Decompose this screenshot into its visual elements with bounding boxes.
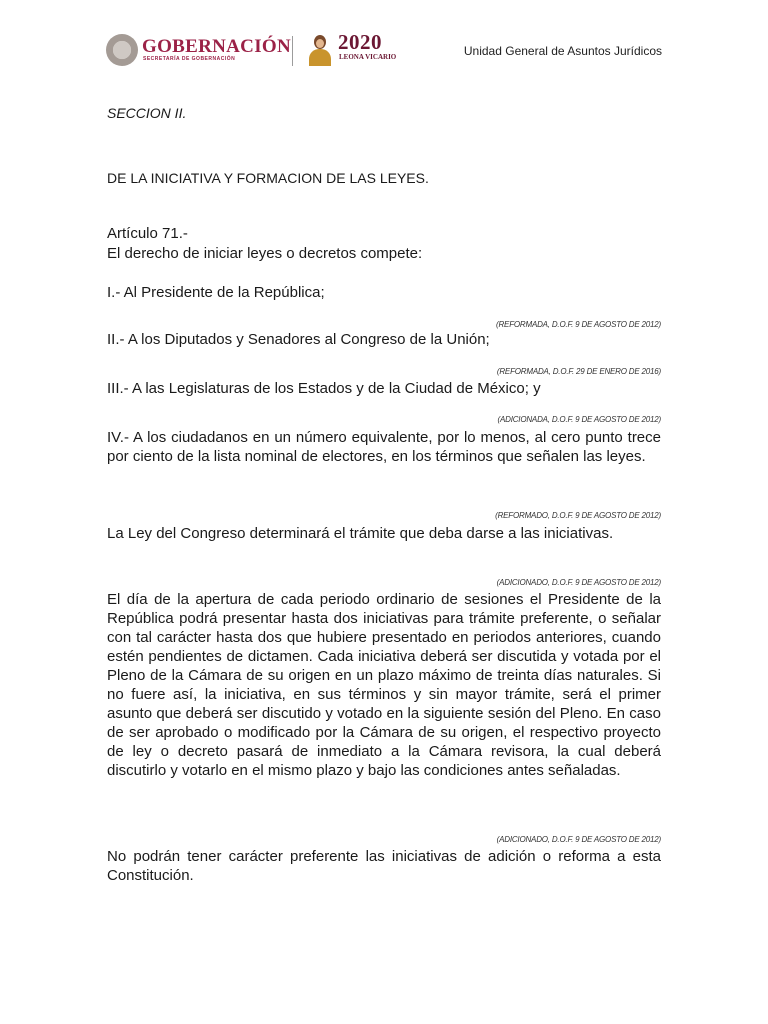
- section-number: SECCION II.: [107, 105, 187, 121]
- fraction-iv: IV.- A los ciudadanos en un número equivalente, por lo menos, al cero punto trece por ciento de la lista nominal de electores, en los términos que señalen las leyes.: [107, 429, 661, 465]
- reform-note: (ADICIONADO, D.O.F. 9 DE AGOSTO DE 2012): [496, 835, 661, 844]
- fraction-iii: III.- A las Legislaturas de los Estados y de la Ciudad de México; y: [107, 380, 541, 397]
- reform-note: (ADICIONADA, D.O.F. 9 DE AGOSTO DE 2012): [497, 415, 661, 424]
- national-seal-icon: [106, 34, 138, 66]
- gobernacion-logo: [106, 34, 291, 68]
- leona-vicario-portrait-icon: [304, 32, 336, 66]
- reform-note: (REFORMADA, D.O.F. 9 DE AGOSTO DE 2012): [496, 320, 661, 329]
- agency-subtitle: SECRETARÍA DE GOBERNACIÓN: [143, 56, 236, 62]
- logo-divider: [292, 36, 293, 66]
- agency-name: GOBERNACIÓN: [142, 36, 291, 57]
- reform-note: (REFORMADO, D.O.F. 9 DE AGOSTO DE 2012): [495, 511, 661, 520]
- leona-vicario-2020-logo: [304, 32, 396, 68]
- unit-title: Unidad General de Asuntos Jurídicos: [463, 44, 662, 58]
- paragraph-congress-law: La Ley del Congreso determinará el trámite que deba darse a las iniciativas.: [107, 525, 614, 542]
- reform-note: (REFORMADA, D.O.F. 29 DE ENERO DE 2016): [496, 367, 661, 376]
- article-intro: El derecho de iniciar leyes o decretos compete:: [107, 245, 423, 262]
- reform-note: (ADICIONADO, D.O.F. 9 DE AGOSTO DE 2012): [496, 578, 661, 587]
- article-heading: Artículo 71.-: [107, 225, 188, 242]
- section-title: DE LA INICIATIVA Y FORMACION DE LAS LEYES.: [107, 170, 429, 186]
- year-logo: 2020: [338, 30, 382, 54]
- paragraph-preferential-initiatives: El día de la apertura de cada periodo ordinario de sesiones el Presidente de la República podrá presentar hasta dos iniciativas para trámite preferente, o señalar con tal carácter hasta dos que hubiere presentado en periodos anteriores, cuando estén pendientes de dictamen. Cada iniciativa deberá ser discutida y votada por el Pleno de la Cámara de su origen en un plazo máximo de treinta días naturales. Si no fuere así, la iniciativa, en sus términos y sin mayor trámite, será el primer asunto que deberá ser discutido y votado en la siguiente sesión del Pleno. En caso de ser aprobado o modificado por la Cámara de su origen, el respectivo proyecto de ley o decreto pasará de inmediato a la Cámara revisora, la cual deberá discutirlo y votarlo en el mismo plazo y bajo las condiciones antes señaladas.: [107, 591, 661, 779]
- page-header: [0, 0, 768, 90]
- paragraph-constitution-exception: No podrán tener carácter preferente las iniciativas de adición o reforma a esta Constitución.: [107, 848, 661, 884]
- year-logo-subtitle: LEONA VICARIO: [339, 53, 397, 61]
- fraction-ii: II.- A los Diputados y Senadores al Congreso de la Unión;: [107, 331, 490, 348]
- fraction-i: I.- Al Presidente de la República;: [107, 284, 325, 301]
